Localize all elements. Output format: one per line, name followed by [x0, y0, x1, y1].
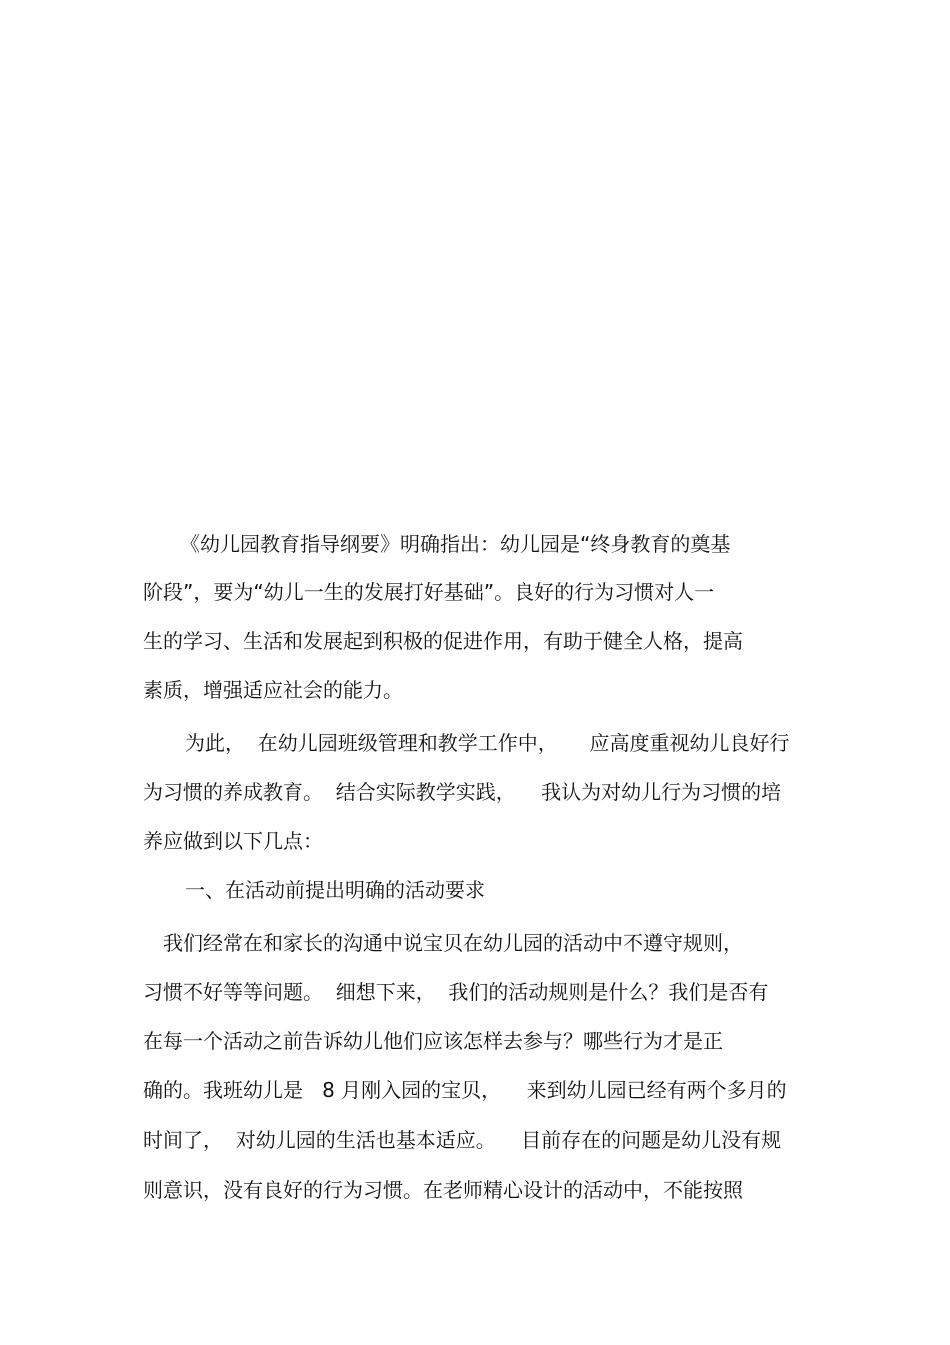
paragraph-3-line-2: 习惯不好等等问题。 细想下来， 我们的活动规则是什么？我们是否有 [143, 980, 769, 1004]
paragraph-2-line-1: 为此， 在幼儿园班级管理和教学工作中， 应高度重视幼儿良好行 [185, 731, 790, 755]
paragraph-2-line-3: 养应做到以下几点： [143, 829, 323, 853]
paragraph-3-line-5: 时间了， 对幼儿园的生活也基本适应。 目前存在的问题是幼儿没有规 [143, 1128, 782, 1152]
paragraph-1-line-4: 素质，增强适应社会的能力。 [143, 678, 403, 702]
paragraph-2-line-2: 为习惯的养成教育。 结合实际教学实践， 我认为对幼儿行为习惯的培 [143, 780, 782, 804]
paragraph-3-line-3: 在每一个活动之前告诉幼儿他们应该怎样去参与？哪些行为才是正 [143, 1029, 723, 1053]
paragraph-1-line-3: 生的学习、生活和发展起到积极的促进作用，有助于健全人格，提高 [143, 629, 743, 653]
paragraph-3-line-6: 则意识，没有良好的行为习惯。在老师精心设计的活动中，不能按照 [143, 1178, 743, 1202]
paragraph-1-line-1: 《幼儿园教育指导纲要》明确指出：幼儿园是“终身教育的奠基 [180, 532, 731, 556]
paragraph-1-line-2: 阶段”，要为“幼儿一生的发展打好基础”。良好的行为习惯对人一 [143, 580, 715, 604]
section-heading-1: 一、在活动前提出明确的活动要求 [185, 878, 485, 902]
paragraph-3-line-1: 我们经常在和家长的沟通中说宝贝在幼儿园的活动中不遵守规则， [163, 931, 743, 955]
paragraph-3-line-4: 确的。我班幼儿是 8 月刚入园的宝贝， 来到幼儿园已经有两个多月的 [143, 1078, 787, 1102]
